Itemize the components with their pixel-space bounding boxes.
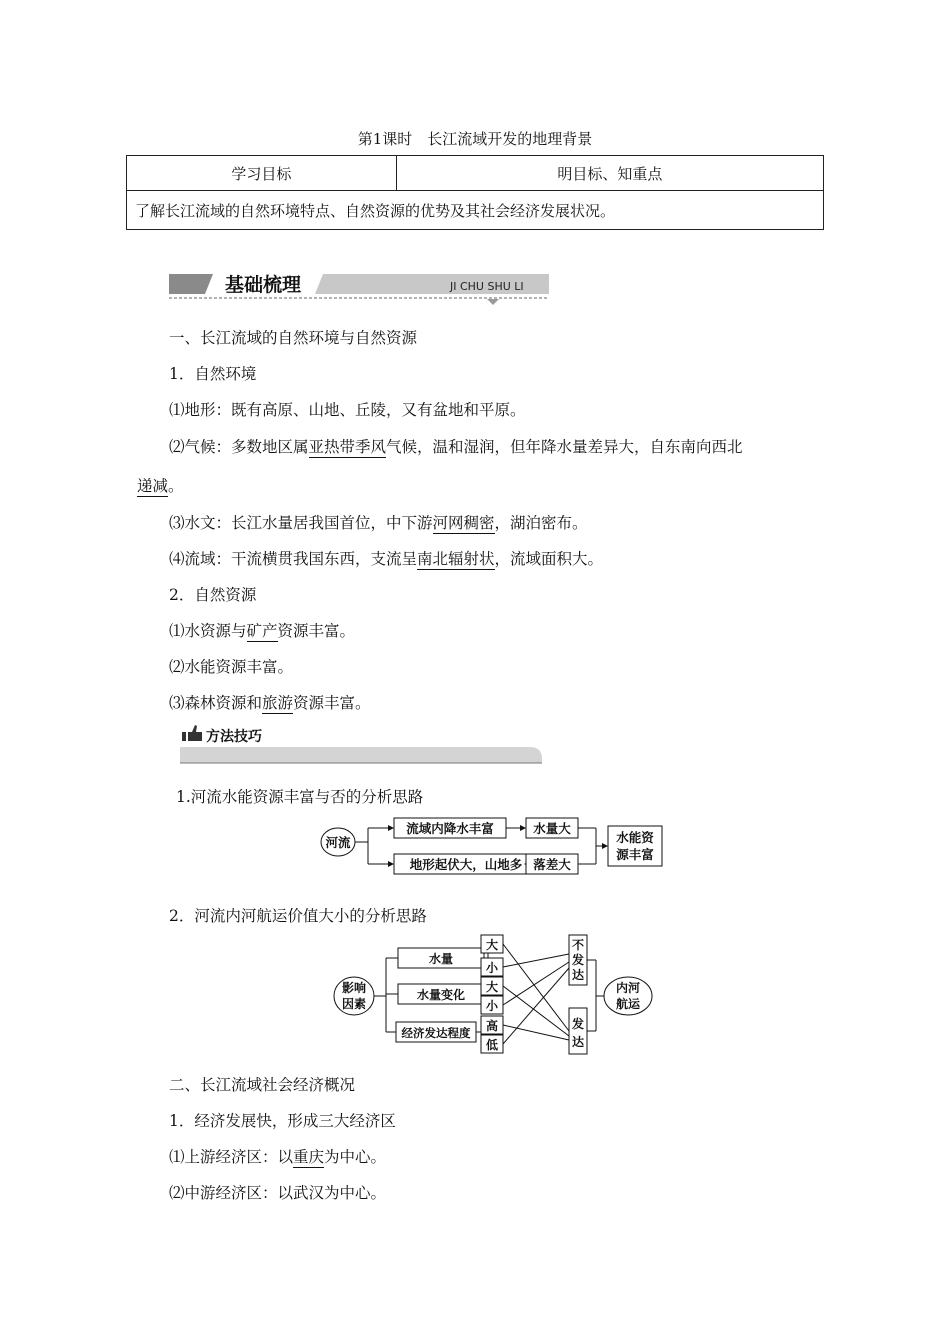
section1-heading: 一、长江流域的自然环境与自然资源 — [169, 329, 418, 347]
blank-answer: 亚热带季风 — [308, 438, 387, 456]
flow2-factors-line1: 影响 — [341, 981, 367, 995]
hydrology-line: ⑶水文：长江水量居我国首位，中下游河网稠密，湖泊密布。 — [169, 514, 588, 532]
tip-item-1: 1.河流水能资源丰富与否的分析思路 — [176, 788, 424, 806]
flow1-a2: 水量大 — [533, 821, 571, 836]
flow2-result-line2: 航运 — [615, 997, 641, 1011]
basin-line: ⑷流域：干流横贯我国东西，支流呈南北辐射状，流域面积大。 — [169, 550, 604, 568]
terrain-line: ⑴地形：既有高原、山地、丘陵，又有盆地和平原。 — [169, 401, 526, 419]
flow2-dev-2: 达 — [571, 1035, 585, 1049]
flow2-v2: 小 — [485, 961, 499, 975]
resource-line-2: ⑵水能资源丰富。 — [169, 658, 294, 676]
section2-item1: 1．经济发展快，形成三大经济区 — [169, 1112, 396, 1130]
hydropower-flow-diagram — [320, 812, 665, 878]
flow2-factors-line2: 因素 — [341, 997, 367, 1011]
lesson-title: 第1课时 长江流域开发的地理背景 — [357, 130, 593, 148]
flow2-v6: 低 — [485, 1038, 499, 1052]
blank-answer: 旅游 — [262, 694, 294, 712]
flow1-b2: 落差大 — [533, 857, 571, 872]
flow2-result-line1: 内河 — [615, 981, 641, 995]
flow2-notdev-2: 发 — [571, 953, 585, 967]
flow1-result-line1: 水能资 — [616, 830, 654, 845]
flow2-f3: 经济发达程度 — [401, 1026, 471, 1040]
thumbs-up-icon — [182, 725, 202, 741]
section2-heading: 二、长江流域社会经济概况 — [169, 1076, 356, 1094]
blank-answer: 南北辐射状 — [417, 550, 495, 568]
flow1-b1: 地形起伏大，山地多 — [409, 857, 523, 872]
flow2-dev-1: 发 — [571, 1017, 585, 1031]
resource-line-3: ⑶森林资源和旅游资源丰富。 — [169, 694, 371, 712]
upper-region-line: ⑴上游经济区：以重庆为中心。 — [169, 1148, 387, 1166]
blank-answer: 矿产 — [246, 622, 278, 640]
tip-label: 方法技巧 — [206, 729, 262, 745]
flow1-result-line2: 源丰富 — [616, 847, 654, 862]
flow2-v1: 大 — [485, 938, 499, 952]
section-banner — [167, 270, 551, 306]
resource-line-1: ⑴水资源与矿产资源丰富。 — [169, 622, 356, 640]
banner-title: 基础梳理 — [225, 274, 302, 296]
flow2-v3: 大 — [485, 980, 499, 994]
flow2-f1: 水量 — [428, 952, 454, 966]
method-tip-bar — [178, 723, 544, 765]
flow1-a1: 流域内降水丰富 — [406, 821, 494, 836]
flow2-notdev-1: 不 — [571, 938, 585, 952]
climate-line-cont: 递减。 — [137, 477, 184, 495]
climate-line: ⑵气候：多数地区属亚热带季风气候，温和湿润，但年降水量差异大，自东南向西北 — [169, 438, 743, 456]
env-title: 1．自然环境 — [169, 365, 257, 383]
flow2-notdev-3: 达 — [571, 968, 585, 982]
banner-pinyin: JI CHU SHU LI — [450, 280, 524, 293]
navigation-value-diagram — [330, 932, 655, 1056]
blank-answer: 递减 — [137, 477, 169, 495]
tip-item-2: 2．河流内河航运价值大小的分析思路 — [169, 907, 427, 925]
middle-region-line: ⑵中游经济区：以武汉为中心。 — [169, 1184, 387, 1202]
flow2-v4: 小 — [485, 999, 499, 1013]
goals-header-col1: 学习目标 — [127, 156, 397, 191]
resources-title: 2．自然资源 — [169, 586, 257, 604]
flow1-river: 河流 — [325, 835, 351, 850]
goals-header-col2: 明目标、知重点 — [396, 156, 823, 191]
flow2-v5: 高 — [485, 1019, 499, 1033]
goals-content: 了解长江流域的自然环境特点、自然资源的优势及其社会经济发展状况。 — [127, 191, 824, 230]
flow2-f2: 水量变化 — [416, 988, 466, 1002]
learning-goals-table — [126, 155, 824, 230]
blank-answer: 重庆 — [293, 1148, 325, 1166]
blank-answer: 河网稠密 — [432, 514, 495, 532]
